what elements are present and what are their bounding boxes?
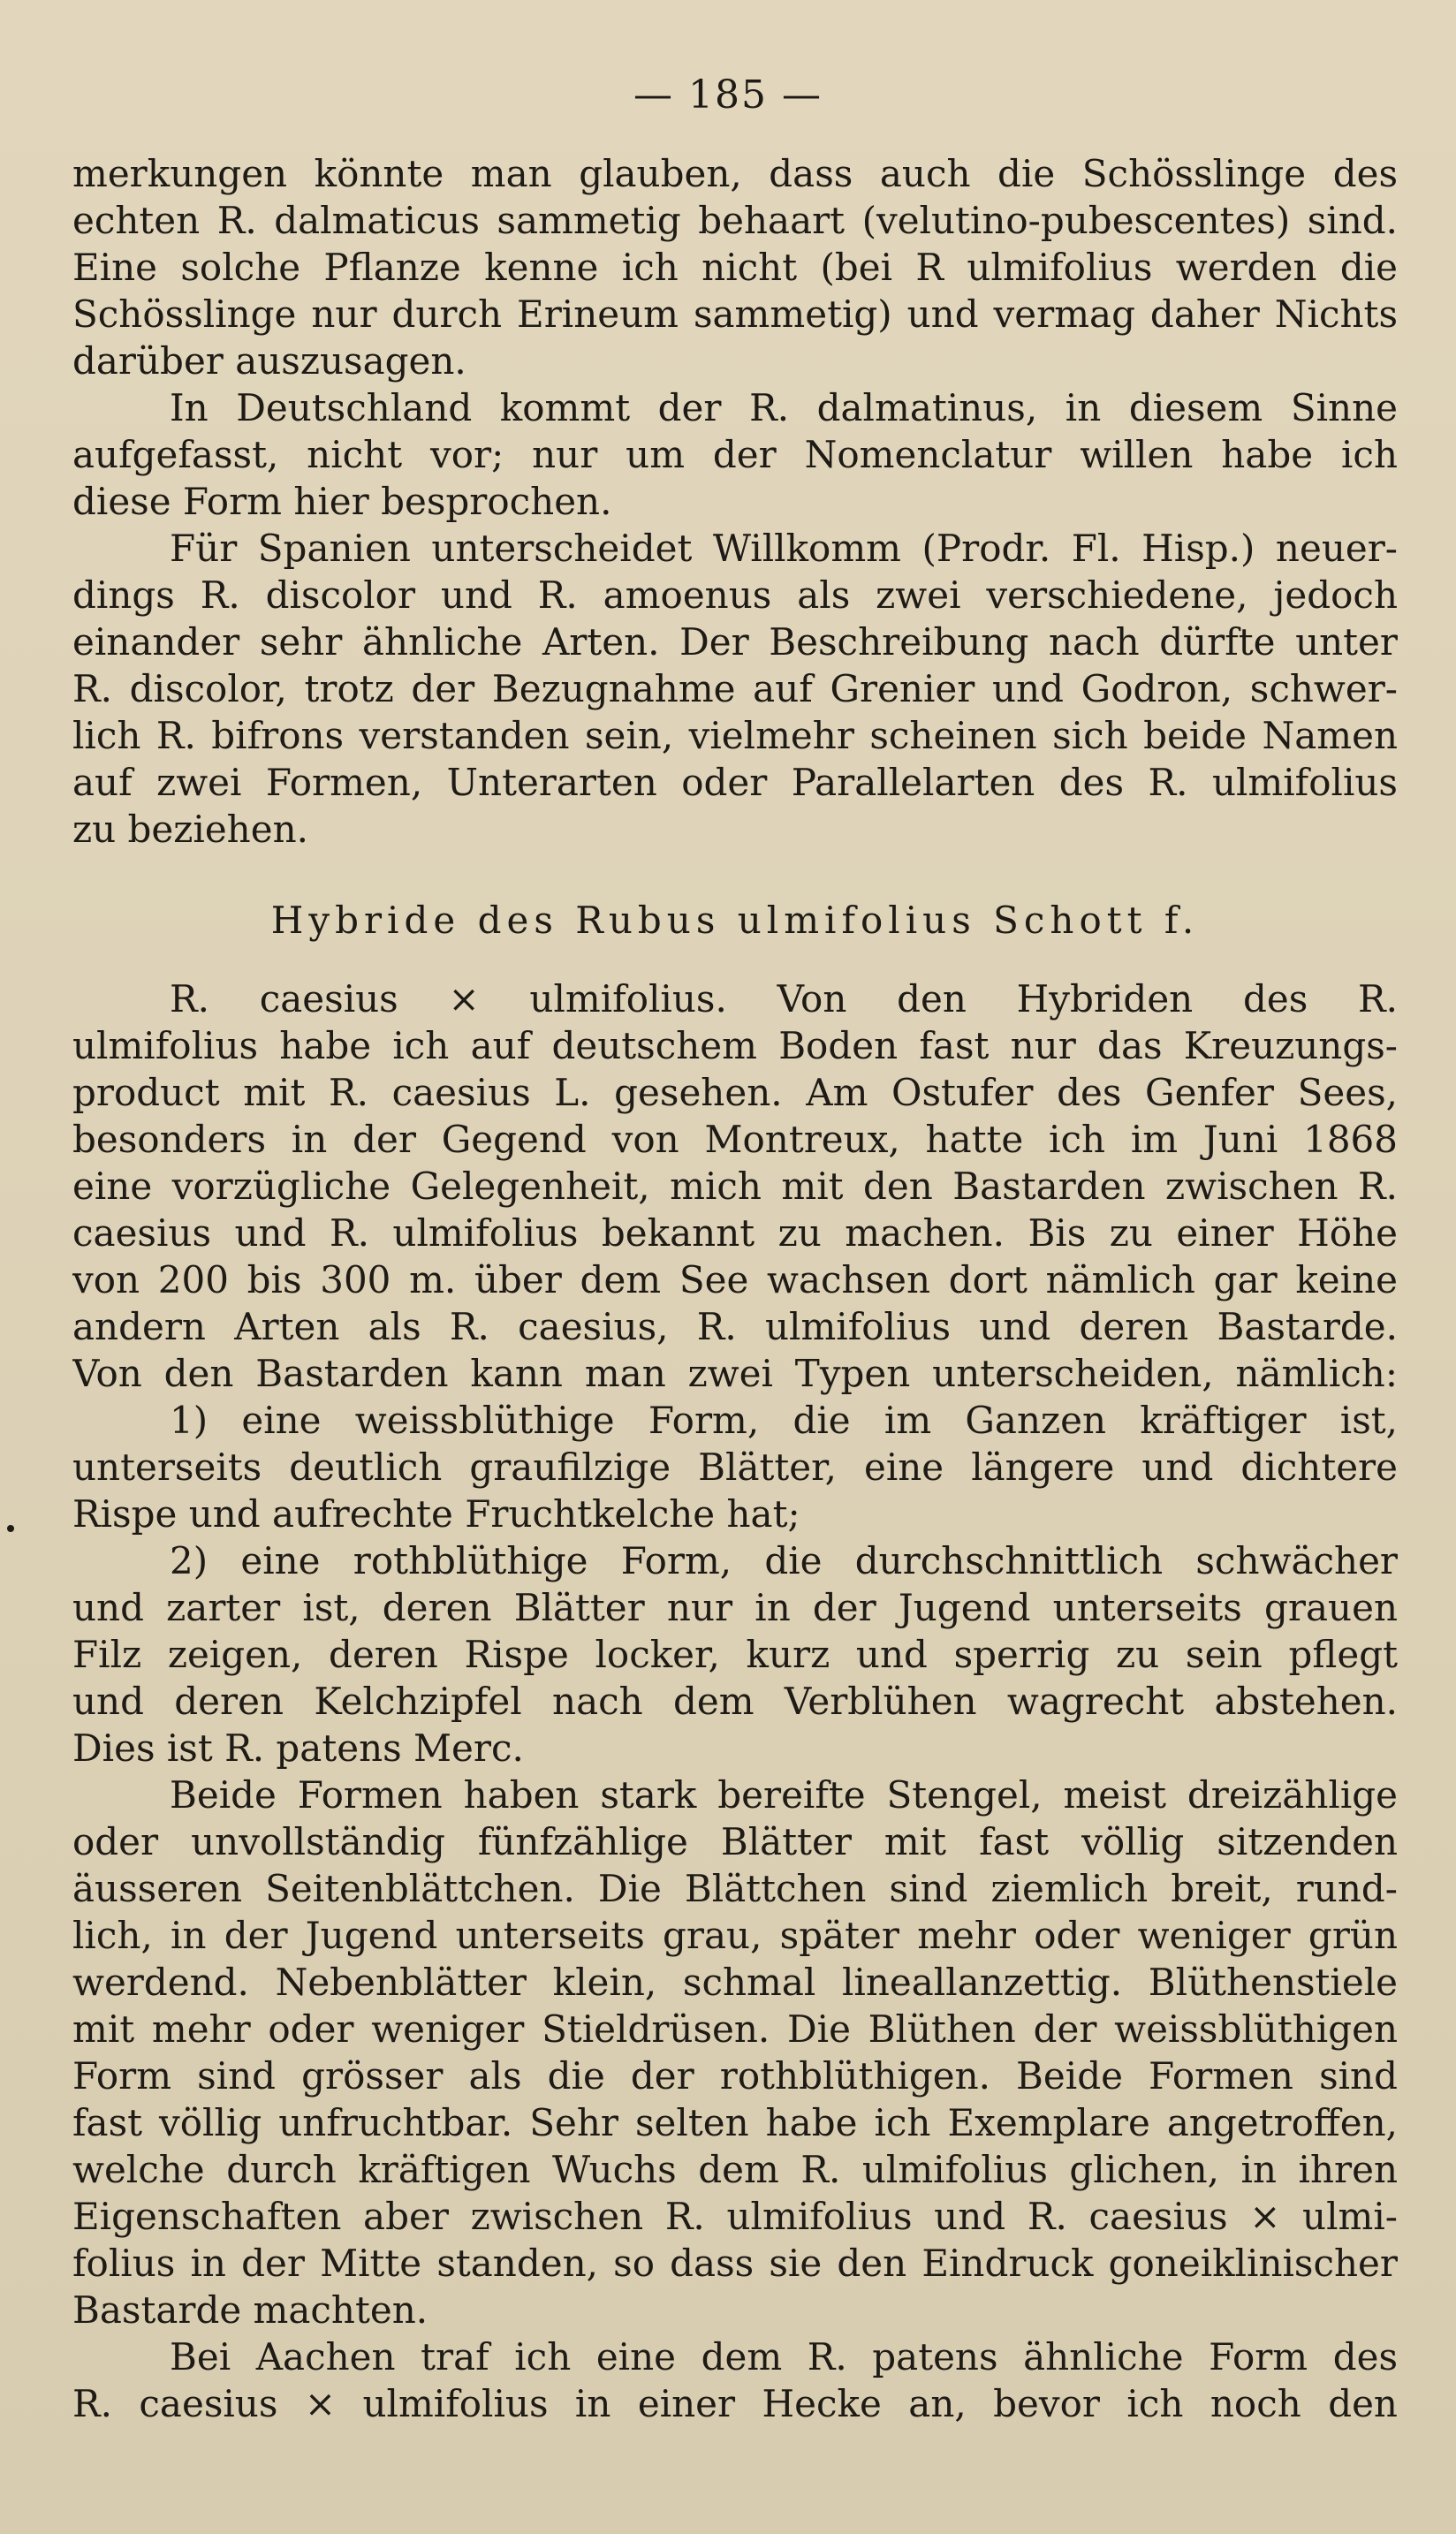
text-line: werdend. Nebenblätter klein, schmal lineallanzettig. Blüthenstiele	[72, 1961, 1398, 2004]
text-line: In Deutschland kommt der R. dalmatinus, in diesem Sinne	[170, 386, 1398, 429]
text-line: Bei Aachen traf ich eine dem R. patens ähnliche Form des	[170, 2335, 1398, 2378]
text-line: product mit R. caesius L. gesehen. Am Ostufer des Genfer Sees,	[72, 1071, 1398, 1114]
text-line: einander sehr ähnliche Arten. Der Beschreibung nach dürfte unter	[72, 620, 1398, 664]
text-line: und deren Kelchzipfel nach dem Verblühen wagrecht abstehen.	[72, 1680, 1398, 1723]
text-line: Beide Formen haben stark bereifte Stengel, meist dreizählige	[170, 1773, 1398, 1817]
text-line: von 200 bis 300 m. über dem See wachsen dort nämlich gar keine	[72, 1258, 1398, 1301]
text-line: R. discolor, trotz der Bezugnahme auf Grenier und Godron, schwer-	[72, 667, 1398, 710]
text-line: diese Form hier besprochen.	[72, 480, 612, 523]
paragraphs-block-1	[72, 150, 1398, 853]
text-line: 2) eine rothblüthige Form, die durchschnittlich schwächer	[170, 1539, 1398, 1582]
text-line: Von den Bastarden kann man zwei Typen unterscheiden, nämlich:	[72, 1352, 1398, 1395]
text-line: folius in der Mitte standen, so dass sie den Eindruck goneiklinischer	[72, 2242, 1398, 2285]
text-line: caesius und R. ulmifolius bekannt zu machen. Bis zu einer Höhe	[72, 1211, 1398, 1255]
text-line: und zarter ist, deren Blätter nur in der Jugend unterseits grauen	[72, 1586, 1398, 1629]
text-line: R. caesius × ulmifolius. Von den Hybriden des R.	[170, 977, 1398, 1020]
text-line: Form sind grösser als die der rothblüthigen. Beide Formen sind	[72, 2054, 1398, 2098]
margin-dot	[7, 1525, 14, 1532]
text-line: merkungen könnte man glauben, dass auch die Schösslinge des	[72, 152, 1398, 195]
text-line: Dies ist R. patens Merc.	[72, 1726, 524, 1770]
text-line: auf zwei Formen, Unterarten oder Parallelarten des R. ulmifolius	[72, 761, 1398, 804]
text-line: lich R. bifrons verstanden sein, vielmehr scheinen sich beide Namen	[72, 714, 1398, 757]
text-line: aufgefasst, nicht vor; nur um der Nomenclatur willen habe ich	[72, 433, 1398, 476]
text-line: darüber auszusagen.	[72, 339, 466, 383]
text-line: Rispe und aufrechte Fruchtkelche hat;	[72, 1492, 800, 1536]
text-line: Eigenschaften aber zwischen R. ulmifolius und R. caesius × ulmi-	[72, 2195, 1398, 2238]
text-line: ulmifolius habe ich auf deutschem Boden fast nur das Kreuzungs-	[72, 1024, 1398, 1067]
section-heading: Hybride des Rubus ulmifolius Schott f.	[270, 899, 1200, 942]
text-line: lich, in der Jugend unterseits grau, später mehr oder weniger grün	[72, 1914, 1398, 1957]
text-line: mit mehr oder weniger Stieldrüsen. Die Blüthen der weissblüthigen	[72, 2007, 1398, 2051]
text-line: besonders in der Gegend von Montreux, hatte ich im Juni 1868	[72, 1118, 1398, 1161]
text-line: fast völlig unfruchtbar. Sehr selten habe ich Exemplare angetroffen,	[72, 2101, 1398, 2144]
text-line: Schösslinge nur durch Erineum sammetig) und vermag daher Nichts	[72, 292, 1398, 336]
paragraphs-block-2	[72, 975, 1398, 2427]
text-line: echten R. dalmaticus sammetig behaart (velutino-pubescentes) sind.	[72, 199, 1398, 242]
text-line: welche durch kräftigen Wuchs dem R. ulmifolius glichen, in ihren	[72, 2148, 1398, 2191]
text-line: oder unvollständig fünfzählige Blätter mit fast völlig sitzenden	[72, 1820, 1398, 1863]
text-line: Filz zeigen, deren Rispe locker, kurz und sperrig zu sein pflegt	[72, 1633, 1398, 1676]
text-line: unterseits deutlich graufilzige Blätter, eine längere und dichtere	[72, 1445, 1398, 1489]
text-line: andern Arten als R. caesius, R. ulmifolius und deren Bastarde.	[72, 1305, 1398, 1348]
text-line: Bastarde machten.	[72, 2288, 428, 2332]
page-number: — 185 —	[633, 72, 823, 118]
text-line: eine vorzügliche Gelegenheit, mich mit den Bastarden zwischen R.	[72, 1165, 1398, 1208]
text-line: äusseren Seitenblättchen. Die Blättchen sind ziemlich breit, rund-	[72, 1867, 1398, 1910]
text-line: Eine solche Pflanze kenne ich nicht (bei R ulmifolius werden die	[72, 246, 1398, 289]
text-line: R. caesius × ulmifolius in einer Hecke an, bevor ich noch den	[72, 2382, 1398, 2425]
text-line: dings R. discolor und R. amoenus als zwei verschiedene, jedoch	[72, 573, 1398, 617]
text-line: zu beziehen.	[72, 808, 308, 851]
text-line: Für Spanien unterscheidet Willkomm (Prodr. Fl. Hisp.) neuer-	[170, 527, 1398, 570]
page-body	[72, 150, 1398, 2427]
text-line: 1) eine weissblüthige Form, die im Ganzen kräftiger ist,	[170, 1399, 1398, 1442]
